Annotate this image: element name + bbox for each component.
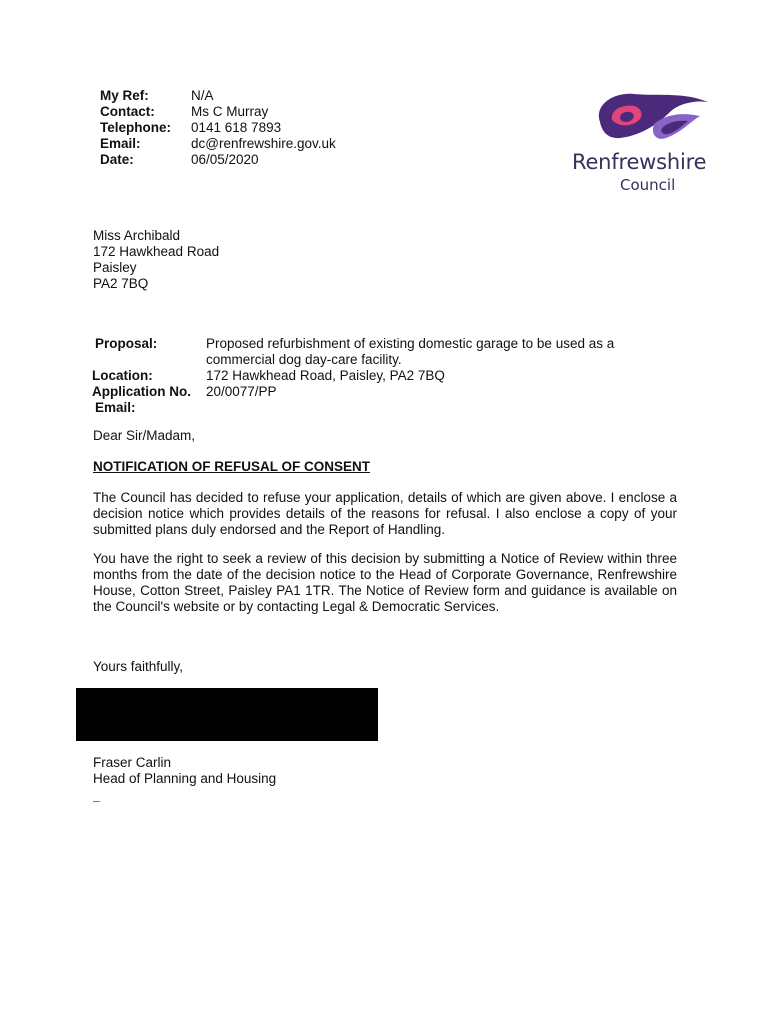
detail-row-email	[95, 400, 695, 416]
salutation: Dear Sir/Madam,	[93, 428, 196, 443]
application-label: Application No.	[92, 384, 191, 399]
paisley-emblem-icon	[590, 88, 714, 144]
ref-row-date	[100, 152, 336, 168]
email-value	[206, 400, 651, 416]
proposal-label: Proposal:	[95, 336, 158, 351]
signatory	[93, 755, 276, 787]
letter-heading: NOTIFICATION OF REFUSAL OF CONSENT	[93, 459, 370, 474]
ref-row-my-ref	[100, 88, 336, 104]
location-label: Location:	[92, 368, 153, 383]
ref-label: Telephone:	[100, 120, 172, 135]
recipient-address	[93, 228, 219, 292]
ref-row-contact	[100, 104, 336, 120]
address-line: PA2 7BQ	[93, 276, 149, 291]
address-line: Miss Archibald	[93, 228, 181, 243]
paragraph-decision: The Council has decided to refuse your application, details of which are given above. I enclose a decision notice which provides details of the reasons for refusal. I also enclose a copy of your submitted plans duly endorsed and the Report of Handling.	[93, 490, 677, 537]
detail-row-proposal	[95, 336, 695, 368]
address-line: 172 Hawkhead Road	[93, 244, 220, 259]
reference-block	[100, 88, 336, 168]
address-line: Paisley	[93, 260, 137, 275]
proposal-value: Proposed refurbishment of existing domestic garage to be used as a commercial dog day-care facility.	[206, 336, 615, 367]
ref-label: My Ref:	[100, 88, 149, 103]
ref-row-email	[100, 136, 336, 152]
logo-sub: Council	[620, 176, 676, 194]
link-underline-mark	[93, 801, 100, 802]
paragraph-review: You have the right to seek a review of this decision by submitting a Notice of Review within three months from the date of the decision notice to the Head of Corporate Governance, Renfrewshire House, Cotton Street, Paisley PA1 1TR. The Notice of Review form and guidance is available on the Council's website or by contacting Legal & Democratic Services.	[93, 551, 677, 614]
signatory-name: Fraser Carlin	[93, 755, 172, 770]
signatory-title: Head of Planning and Housing	[93, 771, 277, 786]
application-value: 20/0077/PP	[206, 384, 277, 399]
ref-value: Ms C Murray	[191, 104, 269, 119]
detail-row-location	[92, 368, 695, 384]
redacted-signature	[76, 688, 378, 741]
logo-name: Renfrewshire	[572, 150, 707, 174]
ref-value: N/A	[191, 88, 214, 103]
closing: Yours faithfully,	[93, 659, 184, 674]
ref-label: Date:	[100, 152, 134, 167]
email-label: Email:	[95, 400, 136, 415]
ref-value: 0141 618 7893	[191, 120, 282, 135]
ref-label: Email:	[100, 136, 141, 151]
ref-label: Contact:	[100, 104, 155, 119]
application-details	[92, 336, 695, 416]
location-value: 172 Hawkhead Road, Paisley, PA2 7BQ	[206, 368, 445, 383]
ref-row-telephone	[100, 120, 336, 136]
ref-value: 06/05/2020	[191, 152, 259, 167]
council-logo	[572, 88, 732, 198]
ref-value: dc@renfrewshire.gov.uk	[191, 136, 336, 151]
detail-row-application	[92, 384, 695, 400]
